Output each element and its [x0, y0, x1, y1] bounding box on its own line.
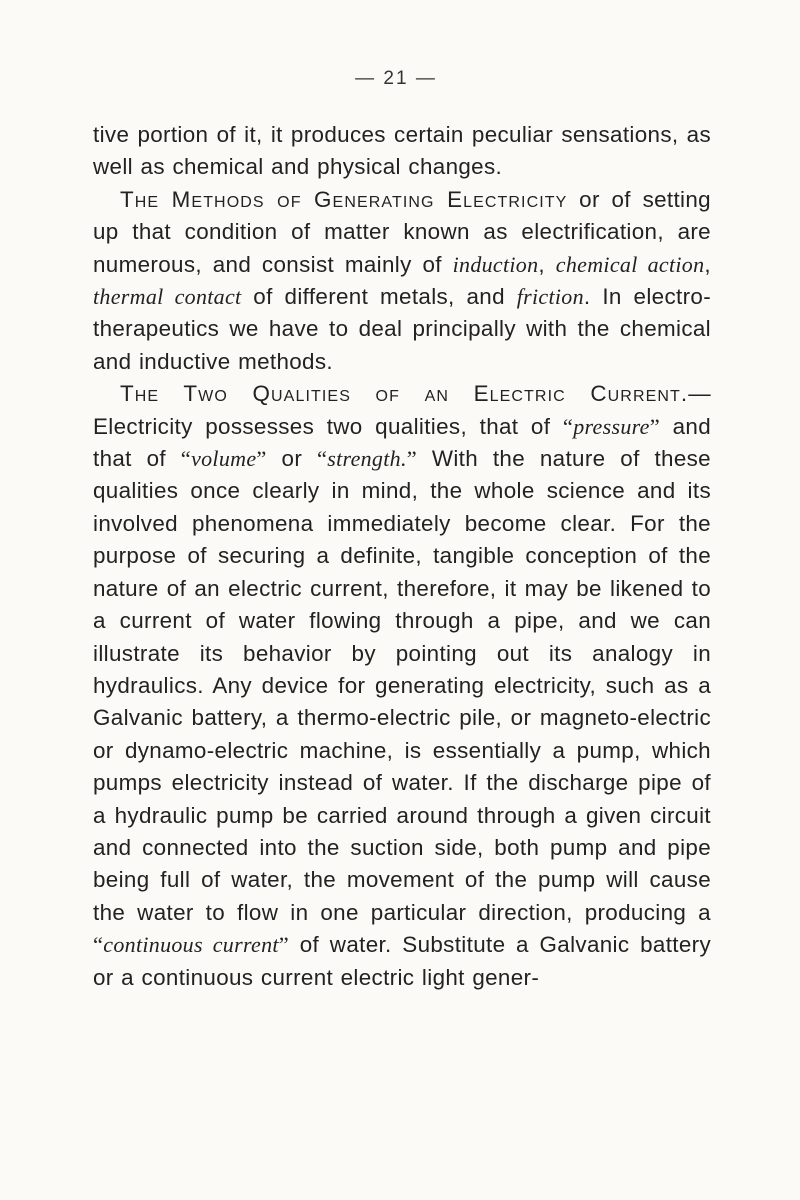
open-quote: “: [180, 446, 192, 472]
separator: ,: [538, 251, 556, 277]
term-friction: friction: [516, 284, 584, 310]
paragraph-text: or: [266, 446, 317, 472]
paragraph-text: of water. Substitute a Galvanic battery or a continuous current electric light gener-: [93, 932, 711, 990]
close-quote: ”: [278, 932, 290, 958]
term-strength: strength.: [327, 446, 407, 472]
paragraph-text: and that of: [93, 413, 712, 472]
open-quote: “: [562, 413, 574, 439]
book-page: [93, 64, 711, 994]
term-continuous-current: continuous current: [103, 932, 279, 958]
term-volume: volume: [191, 446, 257, 472]
open-quote: “: [93, 932, 104, 958]
paragraph-text: With the nature of these qualities once clearly in mind, the whole science and its involved phenomena immediately become clear. For the purpose of securing a definite, tangible conception of the nature of an electric current, therefore, it may be likened to a current of water flowing through a pipe, and we can illustrate its behavior by pointing out its analogy in hydraulics. Any device for generating electricity, such as a Galvanic battery, a thermo-electric pile, or magneto-electric or dynamo-electric machine, is essentially a pump, which pumps electricity instead of water. If the discharge pipe of a hydraulic pump be carried around through a given circuit and connected into the suction side, both pump and pipe being full of water, the movement of the pump will cause the water to flow in one particular direction, producing a: [93, 446, 711, 925]
section-heading-two-qualities: The Two Qualities of an Electric Current.: [120, 381, 689, 407]
term-thermal-contact: thermal contact: [93, 284, 242, 310]
paragraph-text: or of setting up that condition of matter known as electrification, are numerous, and consist mainly of: [93, 186, 711, 277]
paragraph-continued: [93, 119, 711, 184]
term-pressure: pressure: [573, 413, 650, 439]
paragraph-text: —Electricity possesses two qualities, that of: [93, 381, 711, 439]
close-quote: ”: [649, 413, 661, 439]
term-induction: induction: [452, 251, 539, 277]
open-quote: “: [316, 446, 328, 472]
paragraph-text: tive portion of it, it produces certain peculiar sensations, as well as chemical and physical changes.: [93, 122, 711, 180]
close-quote: ”: [256, 446, 267, 472]
paragraph-text: . In electro-therapeutics we have to deal principally with the chemical and inductive methods.: [93, 284, 712, 374]
paragraph-methods: [93, 184, 711, 378]
paragraph-text: of different metals, and: [241, 284, 517, 310]
close-quote: ”: [406, 446, 418, 472]
section-heading-methods: The Methods of Generating Electricity: [120, 186, 568, 212]
separator: ,: [704, 251, 711, 277]
page-number: — 21 —: [355, 68, 437, 89]
paragraph-two-qualities: [93, 378, 711, 994]
term-chemical-action: chemical action: [555, 251, 705, 277]
